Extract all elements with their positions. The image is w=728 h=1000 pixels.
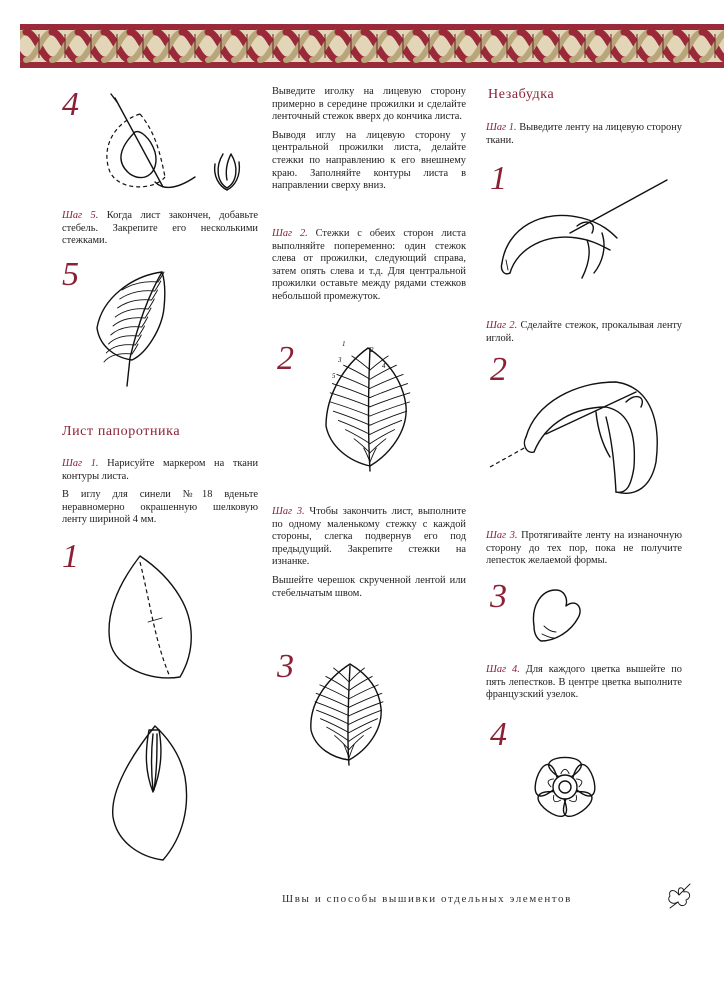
- step-text: Выведите ленту на лицевую сторону ткани.: [486, 122, 682, 146]
- leaf-stitch-figure-4: [95, 92, 265, 202]
- five-petal-flower-figure: [500, 725, 630, 855]
- figure-number-1: 1: [62, 538, 79, 575]
- step-label: Шаг 5.: [62, 210, 99, 221]
- leaf-with-stem-figure: [92, 268, 182, 393]
- leaf-outline-figure: [100, 552, 200, 692]
- stitch-order-1: 1: [342, 340, 346, 348]
- figure-number-5: 5: [62, 256, 79, 293]
- ribbon-needle-figure-1: [492, 178, 672, 283]
- step-label: Шаг 4.: [486, 664, 520, 675]
- figure-number-1: 1: [490, 160, 507, 197]
- figure-number-3: 3: [277, 648, 294, 685]
- step-label: Шаг 1.: [486, 122, 517, 133]
- stitch-order-2: 2: [370, 346, 374, 354]
- step-label: Шаг 2.: [486, 320, 518, 331]
- page-footer-title: Швы и способы вышивки отдельных элементов: [282, 893, 572, 905]
- figure-number-2: 2: [277, 340, 294, 377]
- right-step2-text: [486, 320, 682, 351]
- step-label: Шаг 3.: [272, 506, 305, 517]
- stitch-order-3: 3: [338, 356, 342, 364]
- figure-number-3: 3: [490, 578, 507, 615]
- fern-paragraph: В иглу для синели №18 вденьте неравномерно окрашенную шелковую ленту шириной 4 мм.: [62, 489, 258, 526]
- step-label: Шаг 3.: [486, 530, 518, 541]
- right-step1-text: [486, 122, 682, 153]
- right-step4-text: [486, 664, 682, 708]
- finished-fern-leaf-figure: [305, 660, 390, 770]
- middle-intro-text: [272, 86, 466, 199]
- middle-step3-text: [272, 506, 466, 606]
- fern-instructions: [62, 458, 258, 533]
- stitch-order-5: 5: [332, 372, 336, 380]
- step-label: Шаг 2.: [272, 228, 308, 239]
- fern-leaf-stitch-order-figure: [318, 336, 418, 486]
- step-text: Протягивайте ленту на изнаночную сторону до тех пор, пока не получите лепесток желаемой формы.: [486, 530, 682, 567]
- fern-leaf-heading: Лист папоротника: [62, 424, 181, 439]
- figure-number-4: 4: [490, 716, 507, 753]
- small-flower-ornament: [664, 880, 694, 910]
- step-text: Для каждого цветка вышейте по пять лепестков. В центре цветка выполните французский узелок.: [486, 664, 682, 701]
- single-petal-figure: [526, 586, 586, 646]
- braid-ornament: [20, 24, 724, 68]
- decorative-braid-band: [20, 24, 724, 68]
- step-label: Шаг 1.: [62, 458, 99, 469]
- step5-text: [62, 210, 258, 254]
- step-text: Стежки с обеих сторон листа выполняйте попеременно: один стежок слева от прожилки, следующий справа, затем опять слева и т.д. Для центральной прожилки оставьте между рядами стежков небольшой промежуток.: [272, 228, 466, 302]
- middle-step2-text: [272, 228, 466, 310]
- ribbon-loop-figure-2: [486, 362, 671, 507]
- step-text: Чтобы закончить лист, выполните по одному маленькому стежку с каждой стороны, слегка подвернув его под предыдущий. Закрепите стежки на изнанке.: [272, 506, 467, 568]
- figure-number-2: 2: [490, 351, 507, 388]
- paragraph: Выводя иглу на лицевую сторону у центральной прожилки листа, делайте стежки по направлению к его внешнему краю. Заполняйте контуры листа в направлении сверху вниз.: [272, 129, 466, 192]
- right-step3-text: [486, 530, 682, 574]
- paragraph: Выведите иголку на лицевую сторону примерно в середине прожилки и сделайте ленточный стежок вверх до кончика листа.: [272, 86, 466, 123]
- stitch-order-4: 4: [382, 362, 386, 370]
- step-text: Сделайте стежок, прокалывая ленту иглой.: [486, 320, 682, 344]
- paragraph: Вышейте черешок скрученной лентой или стебельчатым швом.: [272, 574, 466, 599]
- step-text: Когда лист закончен, добавьте стебель. Закрепите его несколькими стежками.: [62, 210, 258, 247]
- step-text: Нарисуйте маркером на ткани контуры листа.: [62, 458, 259, 482]
- figure-number-4: 4: [62, 86, 79, 123]
- forget-me-not-heading: Незабудка: [488, 87, 555, 102]
- leaf-first-stitch-figure: [105, 722, 195, 867]
